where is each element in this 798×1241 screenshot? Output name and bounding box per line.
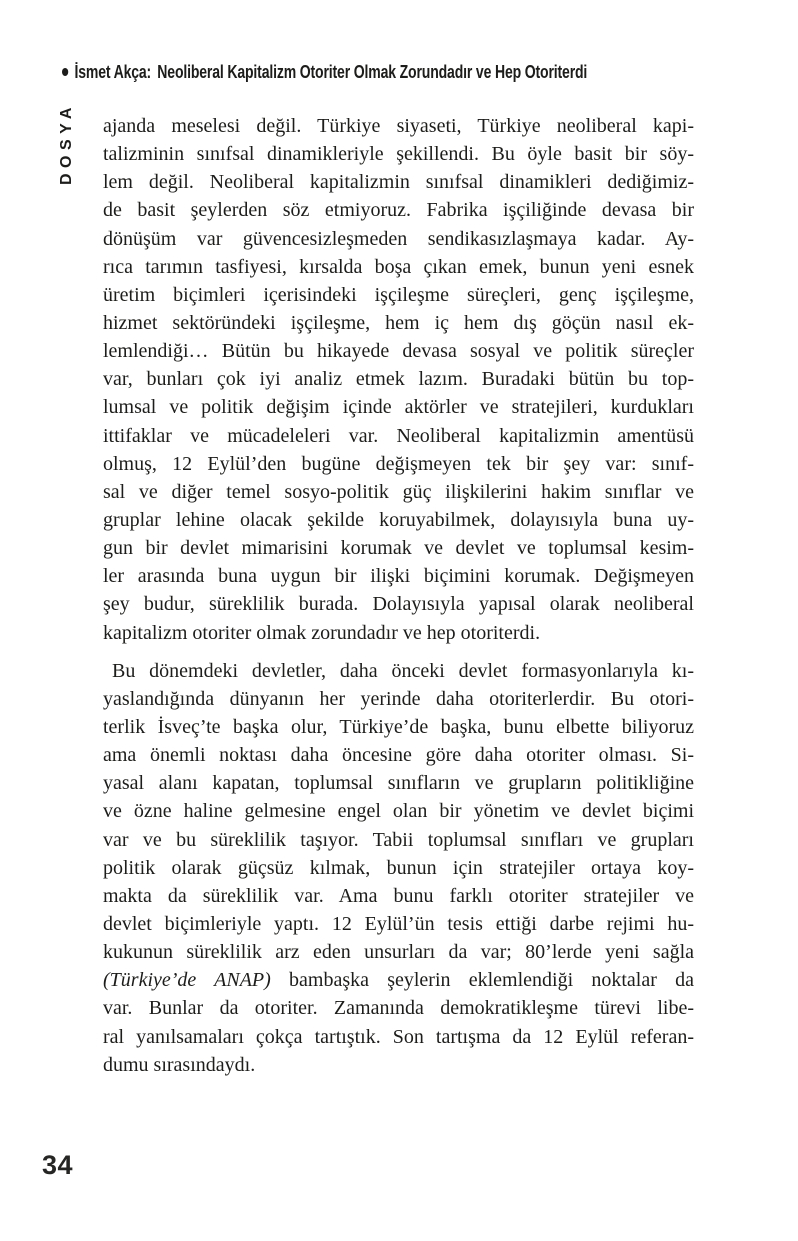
section-label-vertical: DOSYA [58,102,75,185]
text-line: kukunun süreklilik arz eden unsurları da var; 80’lerde yeni sağla [103,941,694,964]
header-title: Neoliberal Kapitalizm Otoriter Olmak Zorundadır ve Hep Otoriterdi [157,62,588,82]
header-author: İsmet Akça: [74,62,152,82]
plain-text: bambaşka şeylerin eklemlendiği noktalar da [270,969,694,992]
text-line: lemlendiği… Bütün bu hikayede devasa sosyal ve politik süreçler [103,340,694,363]
text-line: hizmet sektöründeki işçileşme, hem iç hem dış göçün nasıl ek- [103,311,694,334]
text-line: kapitalizm otoriter olmak zorundadır ve hep otoriterdi. [103,621,541,644]
text-line: var ve bu süreklilik taşıyor. Tabii toplumsal sınıfları ve grupları [103,828,694,851]
text-line: gruplar lehine olacak şekilde koruyabilmek, dolayısıyla buna uy- [103,508,694,531]
body-text [103,112,694,1079]
text-line: talizminin sınıfsal dinamikleriyle şekillendi. Bu öyle basit bir söy- [103,143,694,166]
text-line: dönüşüm var güvencesizleşmeden sendikasızlaşmaya kadar. Ay- [103,227,694,250]
text-line: lumsal ve politik değişim içinde aktörler ve stratejileri, kurdukları [103,396,694,419]
paragraph [103,112,694,647]
text-line: yaslandığında dünyanın her yerinde daha otoriterlerdir. Bu otori- [103,687,694,710]
text-line: makta da süreklilik var. Ama bunu farklı otoriter stratejiler ve [103,884,694,907]
page-header [62,61,587,83]
text-line: politik olarak güçsüz kılmak, bunun için stratejiler ortaya koy- [103,856,694,879]
text-line: ama önemli noktası daha öncesine göre daha otoriter olması. Si- [103,744,694,767]
text-line [103,966,694,994]
text-line: lem değil. Neoliberal kapitalizmin sınıfsal dinamikleri dediğimiz- [103,171,694,194]
bullet-icon [62,68,68,76]
text-line: gun bir devlet mimarisini korumak ve devlet ve toplumsal kesim- [103,537,694,560]
text-line: rıca tarımın tasfiyesi, kırsalda boşa çıkan emek, bunun yeni esnek [103,255,694,278]
text-line: ve özne haline gelmesine engel olan bir yönetim ve devlet biçimi [103,800,694,823]
text-line: ittifaklar ve mücadeleleri var. Neoliberal kapitalizmin amentüsü [103,424,694,447]
text-line: şey budur, süreklilik burada. Dolayısıyla yapısal olarak neoliberal [103,593,694,616]
text-line: de basit şeylerden söz etmiyoruz. Fabrika işçiliğinde devasa bir [103,199,694,222]
text-line: var. Bunlar da otoriter. Zamanında demokratikleşme türevi libe- [103,997,694,1020]
text-line: devlet biçimleriyle yaptı. 12 Eylül’ün tesis ettiği darbe rejimi hu- [103,912,694,935]
italic-text: (Türkiye’de ANAP) [103,969,271,992]
page-number: 34 [42,1150,74,1180]
text-line: Bu dönemdeki devletler, daha önceki devlet formasyonlarıyla kı- [112,659,694,682]
text-line: olmuş, 12 Eylül’den bugüne değişmeyen tek bir şey var: sınıf- [103,452,694,475]
text-line: var, bunları çok iyi analiz etmek lazım. Buradaki bütün bu top- [103,368,694,391]
text-line: ler arasında buna uygun bir ilişki biçimini korumak. Değişmeyen [103,565,694,588]
text-line: sal ve diğer temel sosyo-politik güç ilişkilerini hakim sınıflar ve [103,480,694,503]
paragraph [103,657,694,1079]
text-line: dumu sırasındaydı. [103,1053,256,1076]
text-line: üretim biçimleri içerisindeki işçileşme süreçleri, genç işçileşme, [103,283,694,306]
text-line: terlik İsveç’te başka olur, Türkiye’de başka, bunu elbette biliyoruz [103,715,694,738]
text-line: ral yanılsamaları çokça tartıştık. Son tartışma da 12 Eylül referan- [103,1025,694,1048]
text-line: yasal alanı kapatan, toplumsal sınıfların ve grupların politikliğine [103,772,694,795]
text-line: ajanda meselesi değil. Türkiye siyaseti, Türkiye neoliberal kapi- [103,115,694,137]
